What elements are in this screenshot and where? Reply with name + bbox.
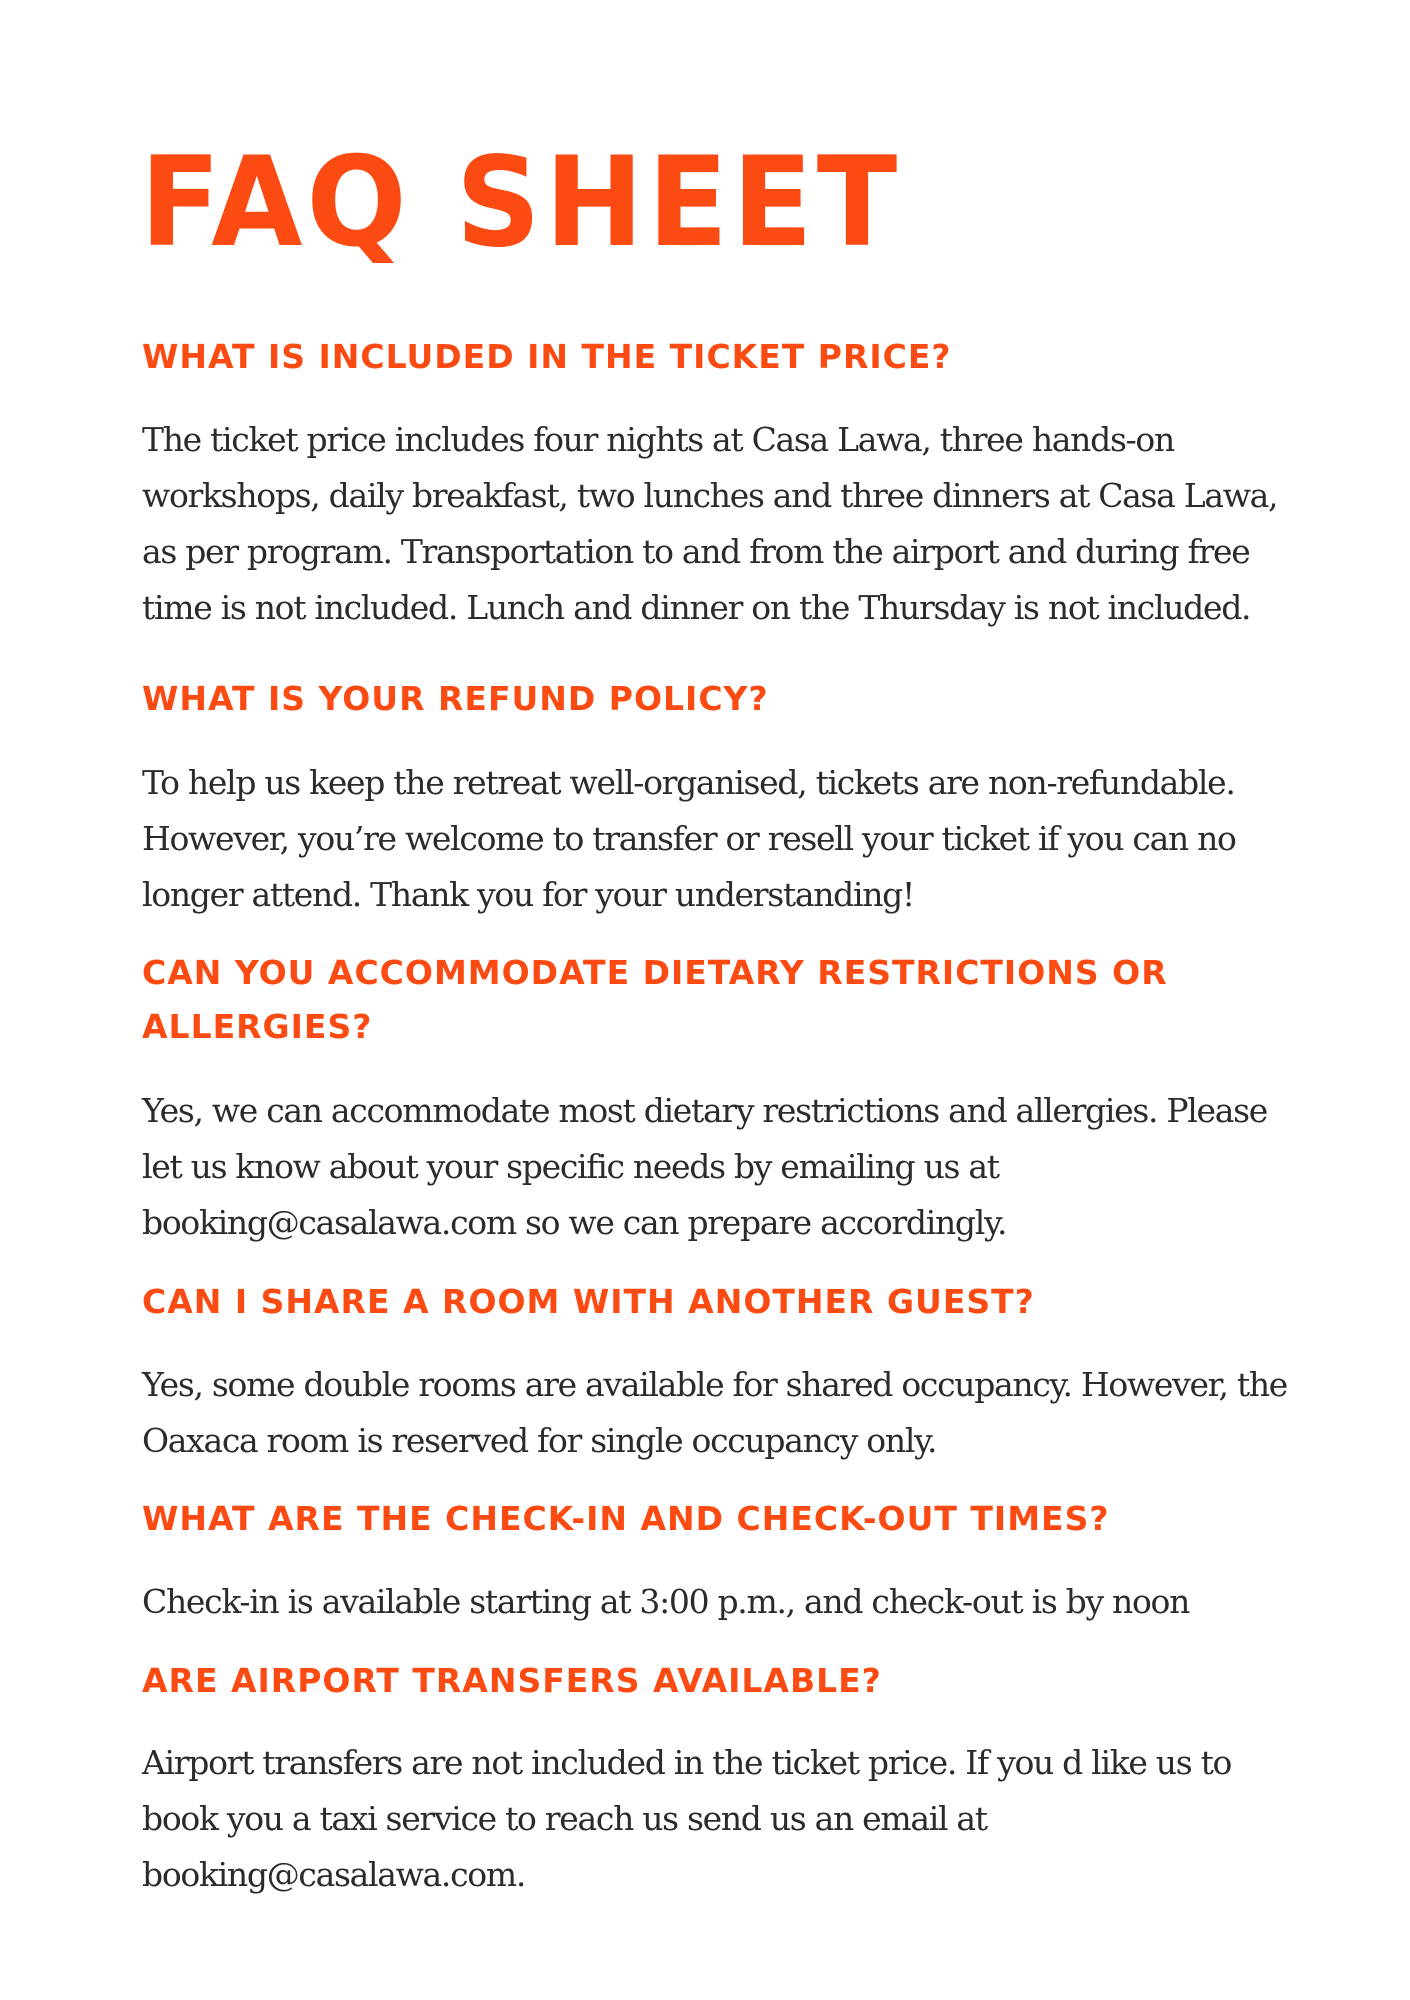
faq-answer-check-times: Check-in is available starting at 3:00 p.m., and check-out is by noon [142, 1582, 1190, 1621]
faq-answer-refund-policy: To help us keep the retreat well-organised, tickets are non-refundable. However, you’re welcome to transfer or resell your ticket if you can no longer attend. Thank you for your understanding! [142, 763, 1236, 914]
faq-answer-airport-transfers: Airport transfers are not included in the ticket price. If you d like us to book you a taxi service to reach us send us an email at booking@casalawa.com. [142, 1743, 1232, 1894]
faq-answer-dietary: Yes, we can accommodate most dietary restrictions and allergies. Please let us know about your specific needs by emailing us at booking@casalawa.com so we can prepare accordingly. [142, 1091, 1268, 1242]
faq-question-airport-transfers: ARE AIRPORT TRANSFERS AVAILABLE? [142, 1661, 882, 1700]
faq-question-room-sharing: CAN I SHARE A ROOM WITH ANOTHER GUEST? [142, 1282, 1035, 1321]
faq-question-refund-policy: WHAT IS YOUR REFUND POLICY? [142, 679, 769, 718]
faq-question-check-times: WHAT ARE THE CHECK-IN AND CHECK-OUT TIMES? [142, 1499, 1110, 1538]
faq-question-ticket-price: WHAT IS INCLUDED IN THE TICKET PRICE? [142, 337, 952, 376]
page-title: FAQ SHEET [140, 129, 902, 275]
faq-question-dietary: CAN YOU ACCOMMODATE DIETARY RESTRICTIONS OR ALLERGIES? [142, 953, 1168, 1046]
faq-answer-room-sharing: Yes, some double rooms are available for shared occupancy. However, the Oaxaca room is reserved for single occupancy only. [142, 1365, 1288, 1460]
faq-answer-ticket-price: The ticket price includes four nights at Casa Lawa, three hands-on workshops, daily breakfast, two lunches and three dinners at Casa Lawa, as per program. Transportation to and from the airport and during free time is not included. Lunch and dinner on the Thursday is not included. [142, 420, 1278, 627]
